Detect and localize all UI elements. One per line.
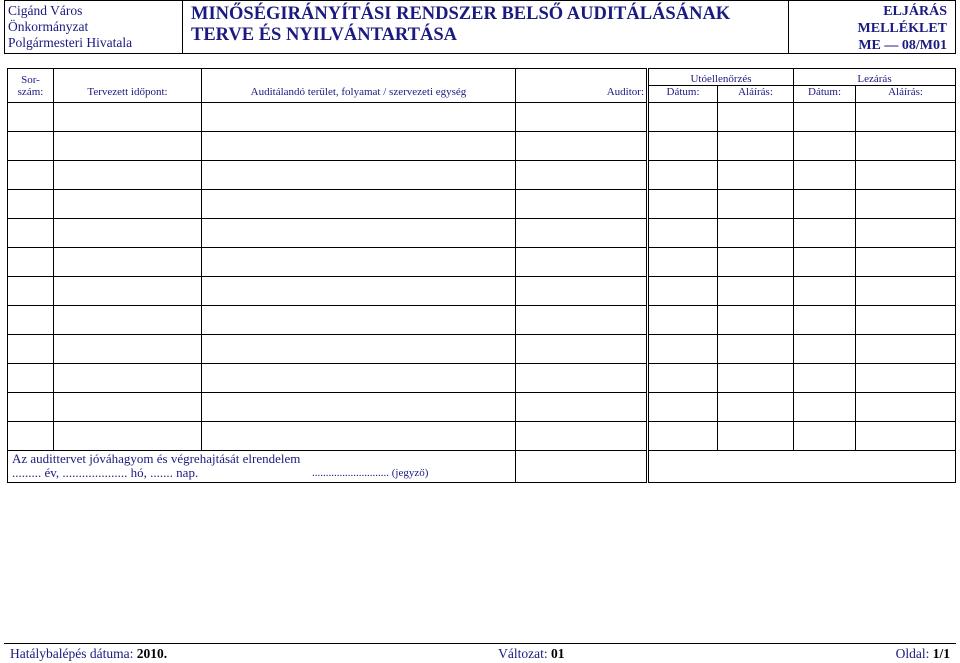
table-cell[interactable] <box>648 190 718 219</box>
table-cell[interactable] <box>718 277 794 306</box>
table-cell[interactable] <box>516 277 648 306</box>
table-cell[interactable] <box>856 277 956 306</box>
table-cell[interactable] <box>202 306 516 335</box>
table-cell[interactable] <box>856 190 956 219</box>
page-label: Oldal: <box>895 645 930 661</box>
title-line-2: TERVE ÉS NYILVÁNTARTÁSA <box>191 25 457 45</box>
table-cell[interactable] <box>54 190 202 219</box>
table-cell[interactable] <box>718 306 794 335</box>
table-cell[interactable] <box>202 248 516 277</box>
table-cell[interactable] <box>516 190 648 219</box>
table-cell[interactable] <box>54 422 202 451</box>
table-cell[interactable] <box>202 393 516 422</box>
table-cell[interactable] <box>516 364 648 393</box>
table-row <box>8 364 956 393</box>
table-cell[interactable] <box>648 422 718 451</box>
blank-cell <box>202 69 516 86</box>
table-cell[interactable] <box>794 132 856 161</box>
table-cell[interactable] <box>856 132 956 161</box>
table-cell[interactable] <box>794 335 856 364</box>
table-cell[interactable] <box>648 393 718 422</box>
table-cell[interactable] <box>54 393 202 422</box>
table-cell[interactable] <box>856 103 956 132</box>
table-cell[interactable] <box>516 393 648 422</box>
lezaras-header: Lezárás <box>794 69 956 86</box>
table-cell[interactable] <box>648 132 718 161</box>
table-cell[interactable] <box>648 364 718 393</box>
table-cell[interactable] <box>8 248 54 277</box>
approval-statement: Az audittervet jóváhagyom és végrehajtását elrendelem <box>12 451 301 466</box>
table-cell[interactable] <box>648 161 718 190</box>
header-row-2 <box>8 86 956 103</box>
org-line-2: Önkormányzat <box>8 19 89 34</box>
utoellenorzes-header: Utóellenőrzés <box>648 69 794 86</box>
table-cell[interactable] <box>648 103 718 132</box>
table-body <box>8 103 956 483</box>
table-cell[interactable] <box>856 422 956 451</box>
table-cell[interactable] <box>718 190 794 219</box>
table-cell[interactable] <box>648 248 718 277</box>
table-cell[interactable] <box>54 306 202 335</box>
table-cell[interactable] <box>8 103 54 132</box>
table-cell[interactable] <box>794 161 856 190</box>
effective-value: 2010. <box>136 645 168 661</box>
table-cell[interactable] <box>54 364 202 393</box>
table-cell[interactable] <box>8 393 54 422</box>
table-cell[interactable] <box>794 219 856 248</box>
table-cell[interactable] <box>8 422 54 451</box>
table-cell[interactable] <box>8 132 54 161</box>
table-cell[interactable] <box>794 248 856 277</box>
datum-header-2: Dátum: <box>794 86 856 103</box>
table-cell[interactable] <box>8 161 54 190</box>
table-cell[interactable] <box>516 422 648 451</box>
table-cell[interactable] <box>718 161 794 190</box>
version <box>498 646 564 662</box>
org-line-1: Cigánd Város <box>8 3 83 18</box>
table-cell[interactable] <box>718 422 794 451</box>
table-cell[interactable] <box>202 219 516 248</box>
doc-type: ELJÁRÁS <box>883 4 947 19</box>
effective-date <box>10 646 167 662</box>
header-row-1 <box>8 69 956 86</box>
table-cell[interactable] <box>648 219 718 248</box>
sorszam-header-bottom: szám: <box>8 86 54 103</box>
audit-plan-table <box>7 68 955 483</box>
org-line-3: Polgármesteri Hivatala <box>8 35 133 50</box>
table-row <box>8 219 956 248</box>
table-cell[interactable] <box>54 277 202 306</box>
table-cell[interactable] <box>516 103 648 132</box>
table-cell[interactable] <box>794 393 856 422</box>
organization-block <box>5 1 183 53</box>
version-value: 01 <box>551 645 565 661</box>
table-cell[interactable] <box>54 248 202 277</box>
table-cell[interactable] <box>516 248 648 277</box>
table-cell[interactable] <box>8 219 54 248</box>
version-label: Változat: <box>498 645 548 661</box>
title-line-1: MINŐSÉGIRÁNYÍTÁSI RENDSZER BELSŐ AUDITÁLÁSÁNAK <box>191 4 731 24</box>
table-cell[interactable] <box>718 248 794 277</box>
table-cell[interactable] <box>54 219 202 248</box>
table-cell[interactable] <box>8 190 54 219</box>
page-value: 1/1 <box>932 645 950 661</box>
effective-label: Hatálybalépés dátuma: <box>10 645 134 661</box>
document-title <box>183 1 789 53</box>
table-cell[interactable] <box>8 277 54 306</box>
auditor-header: Auditor: <box>516 86 648 103</box>
table-cell[interactable] <box>794 277 856 306</box>
table-cell[interactable] <box>794 103 856 132</box>
document-code-block <box>789 1 955 53</box>
table-cell[interactable] <box>794 190 856 219</box>
tervezett-header: Tervezett időpont: <box>54 86 202 103</box>
table-cell[interactable] <box>8 306 54 335</box>
table-row <box>8 190 956 219</box>
table-cell[interactable] <box>54 161 202 190</box>
table-cell[interactable] <box>718 103 794 132</box>
table-cell[interactable] <box>856 248 956 277</box>
table-row <box>8 422 956 451</box>
table-cell[interactable] <box>856 306 956 335</box>
page-number <box>896 646 950 662</box>
datum-header-1: Dátum: <box>648 86 718 103</box>
blank-cell <box>54 69 202 86</box>
table-cell[interactable] <box>202 132 516 161</box>
sorszam-header-top: Sor- <box>8 69 54 86</box>
table-cell[interactable] <box>516 219 648 248</box>
table-cell[interactable] <box>856 393 956 422</box>
table-cell[interactable] <box>202 422 516 451</box>
table-cell[interactable] <box>856 335 956 364</box>
table-cell[interactable] <box>718 335 794 364</box>
table-cell[interactable] <box>202 277 516 306</box>
document-footer <box>4 643 956 663</box>
table-cell[interactable] <box>648 451 956 483</box>
table-row <box>8 393 956 422</box>
table-row <box>8 335 956 364</box>
table-cell[interactable] <box>856 364 956 393</box>
approval-date: ......... év, .................... hó, ....... nap. <box>12 465 199 480</box>
table-cell[interactable] <box>202 335 516 364</box>
table-cell[interactable] <box>856 219 956 248</box>
table-cell[interactable] <box>718 219 794 248</box>
table-cell[interactable] <box>516 306 648 335</box>
table-cell[interactable] <box>794 364 856 393</box>
alairas-header-2: Aláírás: <box>856 86 956 103</box>
table-cell[interactable] <box>648 277 718 306</box>
table-cell[interactable] <box>648 306 718 335</box>
table-row <box>8 103 956 132</box>
table-cell[interactable] <box>718 393 794 422</box>
table-cell[interactable] <box>718 132 794 161</box>
table-cell[interactable] <box>718 364 794 393</box>
table-cell[interactable] <box>516 451 648 483</box>
table-cell[interactable] <box>202 364 516 393</box>
table-cell[interactable] <box>516 161 648 190</box>
terulet-header: Auditálandó terület, folyamat / szervezeti egység <box>202 86 516 103</box>
doc-subtype: MELLÉKLET <box>857 21 947 36</box>
table-cell[interactable] <box>856 161 956 190</box>
doc-code: ME — 08/M01 <box>858 38 947 53</box>
table-row <box>8 306 956 335</box>
table-row <box>8 277 956 306</box>
table-cell[interactable] <box>794 422 856 451</box>
approval-line <box>12 466 511 480</box>
approval-row <box>8 451 956 483</box>
table-cell[interactable] <box>54 103 202 132</box>
table-cell[interactable] <box>202 161 516 190</box>
table-cell[interactable] <box>202 103 516 132</box>
table-row <box>8 161 956 190</box>
approval-signature: ............................ (jegyző) <box>312 467 429 479</box>
document-header <box>4 0 956 54</box>
table-cell[interactable] <box>8 335 54 364</box>
table-cell[interactable] <box>794 306 856 335</box>
table-cell[interactable] <box>516 335 648 364</box>
approval-cell <box>8 451 516 483</box>
table-cell[interactable] <box>202 190 516 219</box>
table-cell[interactable] <box>54 335 202 364</box>
alairas-header-1: Aláírás: <box>718 86 794 103</box>
table-cell[interactable] <box>648 335 718 364</box>
table-cell[interactable] <box>8 364 54 393</box>
blank-cell <box>516 69 648 86</box>
table-cell[interactable] <box>54 132 202 161</box>
table-row <box>8 248 956 277</box>
table-row <box>8 132 956 161</box>
table-cell[interactable] <box>516 132 648 161</box>
